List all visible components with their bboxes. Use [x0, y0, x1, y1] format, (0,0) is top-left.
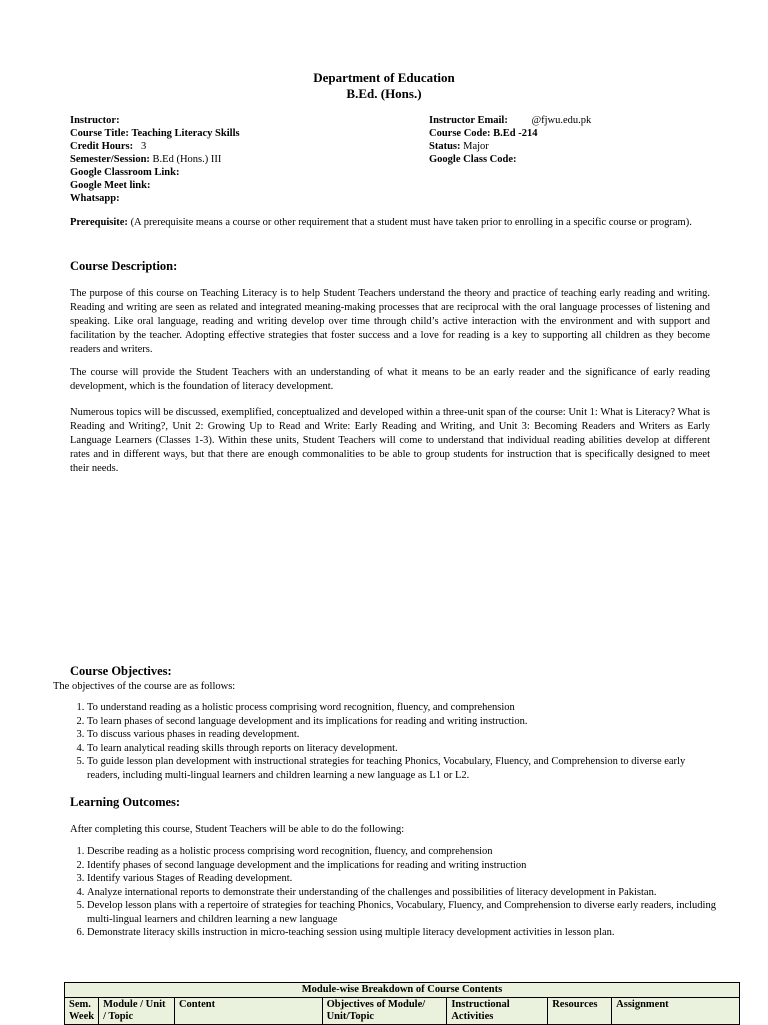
class-code-row: Google Class Code:	[429, 154, 517, 165]
column-header-activities: Instructional Activities	[447, 998, 548, 1025]
table-header-row	[65, 998, 740, 1025]
meet-link-row: Google Meet link:	[70, 180, 151, 191]
list-item: 1. To understand reading as a holistic process comprising word recognition, fluency, and comprehension	[87, 701, 719, 715]
list-item: 5. Develop lesson plans with a repertoire of strategies for teaching Phonics, Vocabulary, Fluency, and Comprehension to diverse early readers, including multi-lingual learners and children learning a new language	[87, 899, 727, 926]
list-item: 4. To learn analytical reading skills through reports on literacy development.	[87, 742, 719, 756]
course-title-row: Course Title: Teaching Literacy Skills	[70, 128, 240, 139]
list-item: 2. To learn phases of second language development and its implications for reading and writing instruction.	[87, 715, 719, 729]
status-row: Status: Major	[429, 141, 489, 152]
list-item: 2. Identify phases of second language development and the implications for reading and writing instruction	[87, 859, 727, 873]
column-header-resources: Resources	[548, 998, 612, 1025]
description-paragraph: Numerous topics will be discussed, exemplified, conceptualized and developed within a three-unit span of the course: Unit 1: What is Literacy? What is Reading and Writing?, Unit 2: Growing Up to Read and Write: Early Reading and Writing, and Unit 3: Becoming Readers and Writers as Early Language Learners (Classes 1-3). Within these units, Student Teachers will come to understand that individual reading abilities develop at different rates and in different ways, but that there are enough commonalities to be able to group students for instruction that is specifically designed to meet their needs.	[70, 407, 710, 474]
course-info-right	[429, 114, 591, 166]
list-item: 4. Analyze international reports to demonstrate their understanding of the challenges and possibilities of literacy development in Pakistan.	[87, 886, 727, 900]
learning-outcomes-heading: Learning Outcomes:	[70, 795, 181, 809]
course-code-row: Course Code: B.Ed -214	[429, 128, 538, 139]
description-paragraph: The purpose of this course on Teaching Literacy is to help Student Teachers understand the theory and practice of teaching early reading and writing. Reading and writing are seen as related and integrated meaning-making processes that are reciprocal with the oral language processes of listening and speaking. Like oral language, reading and writing develop over time through child’s active interaction with the environment and with support and facilitation by the teacher. Adopting effective strategies that foster success and a love for reading is a key to supporting all children as they become readers and writers.	[70, 288, 710, 355]
list-item: 5. To guide lesson plan development with instructional strategies for teaching Phonics, Vocabulary, Fluency, and Comprehension to diverse early readers, including multi-lingual learners and children learning a new language as L1 or L2.	[87, 755, 719, 782]
course-description-heading: Course Description:	[70, 259, 178, 273]
module-breakdown-table	[64, 982, 740, 1025]
semester-row: Semester/Session: B.Ed (Hons.) III	[70, 154, 222, 165]
column-header-objectives: Objectives of Module/ Unit/Topic	[322, 998, 447, 1025]
program-title: B.Ed. (Hons.)	[346, 86, 422, 101]
prerequisite: Prerequisite: (A prerequisite means a course or other requirement that a student must have taken prior to enrolling in a specific course or program).	[70, 217, 692, 228]
department-title: Department of Education	[313, 70, 455, 85]
list-item: 3. Identify various Stages of Reading development.	[87, 872, 727, 886]
objectives-intro: The objectives of the course are as follows:	[53, 681, 236, 692]
list-item: 6. Demonstrate literacy skills instruction in micro-teaching session using multiple literacy development activities in lesson plan.	[87, 926, 727, 940]
table-caption: Module-wise Breakdown of Course Contents	[65, 983, 740, 998]
course-objectives-heading: Course Objectives:	[70, 664, 172, 678]
column-header-assignment: Assignment	[612, 998, 740, 1025]
instructor-email-row: Instructor Email: @fjwu.edu.pk	[429, 115, 592, 126]
column-header-module: Module / Unit / Topic	[99, 998, 175, 1025]
credit-hours-row: Credit Hours: 3	[70, 141, 147, 152]
column-header-week: Sem. Week	[65, 998, 99, 1025]
description-paragraph: The course will provide the Student Teachers with an understanding of what it means to be an early reader and the significance of early reading development, which is the foundation of literacy development.	[70, 367, 710, 392]
objectives-list	[70, 701, 719, 782]
list-item: 3. To discuss various phases in reading development.	[87, 728, 719, 742]
table-caption-row	[65, 983, 740, 998]
column-header-content: Content	[174, 998, 322, 1025]
course-info-left	[70, 114, 240, 205]
outcomes-intro: After completing this course, Student Teachers will be able to do the following:	[70, 824, 405, 835]
outcomes-list	[70, 845, 727, 940]
instructor-row: Instructor:	[70, 115, 120, 126]
classroom-link-row: Google Classroom Link:	[70, 167, 180, 178]
whatsapp-row: Whatsapp:	[70, 193, 120, 204]
list-item: 1. Describe reading as a holistic process comprising word recognition, fluency, and comprehension	[87, 845, 727, 859]
